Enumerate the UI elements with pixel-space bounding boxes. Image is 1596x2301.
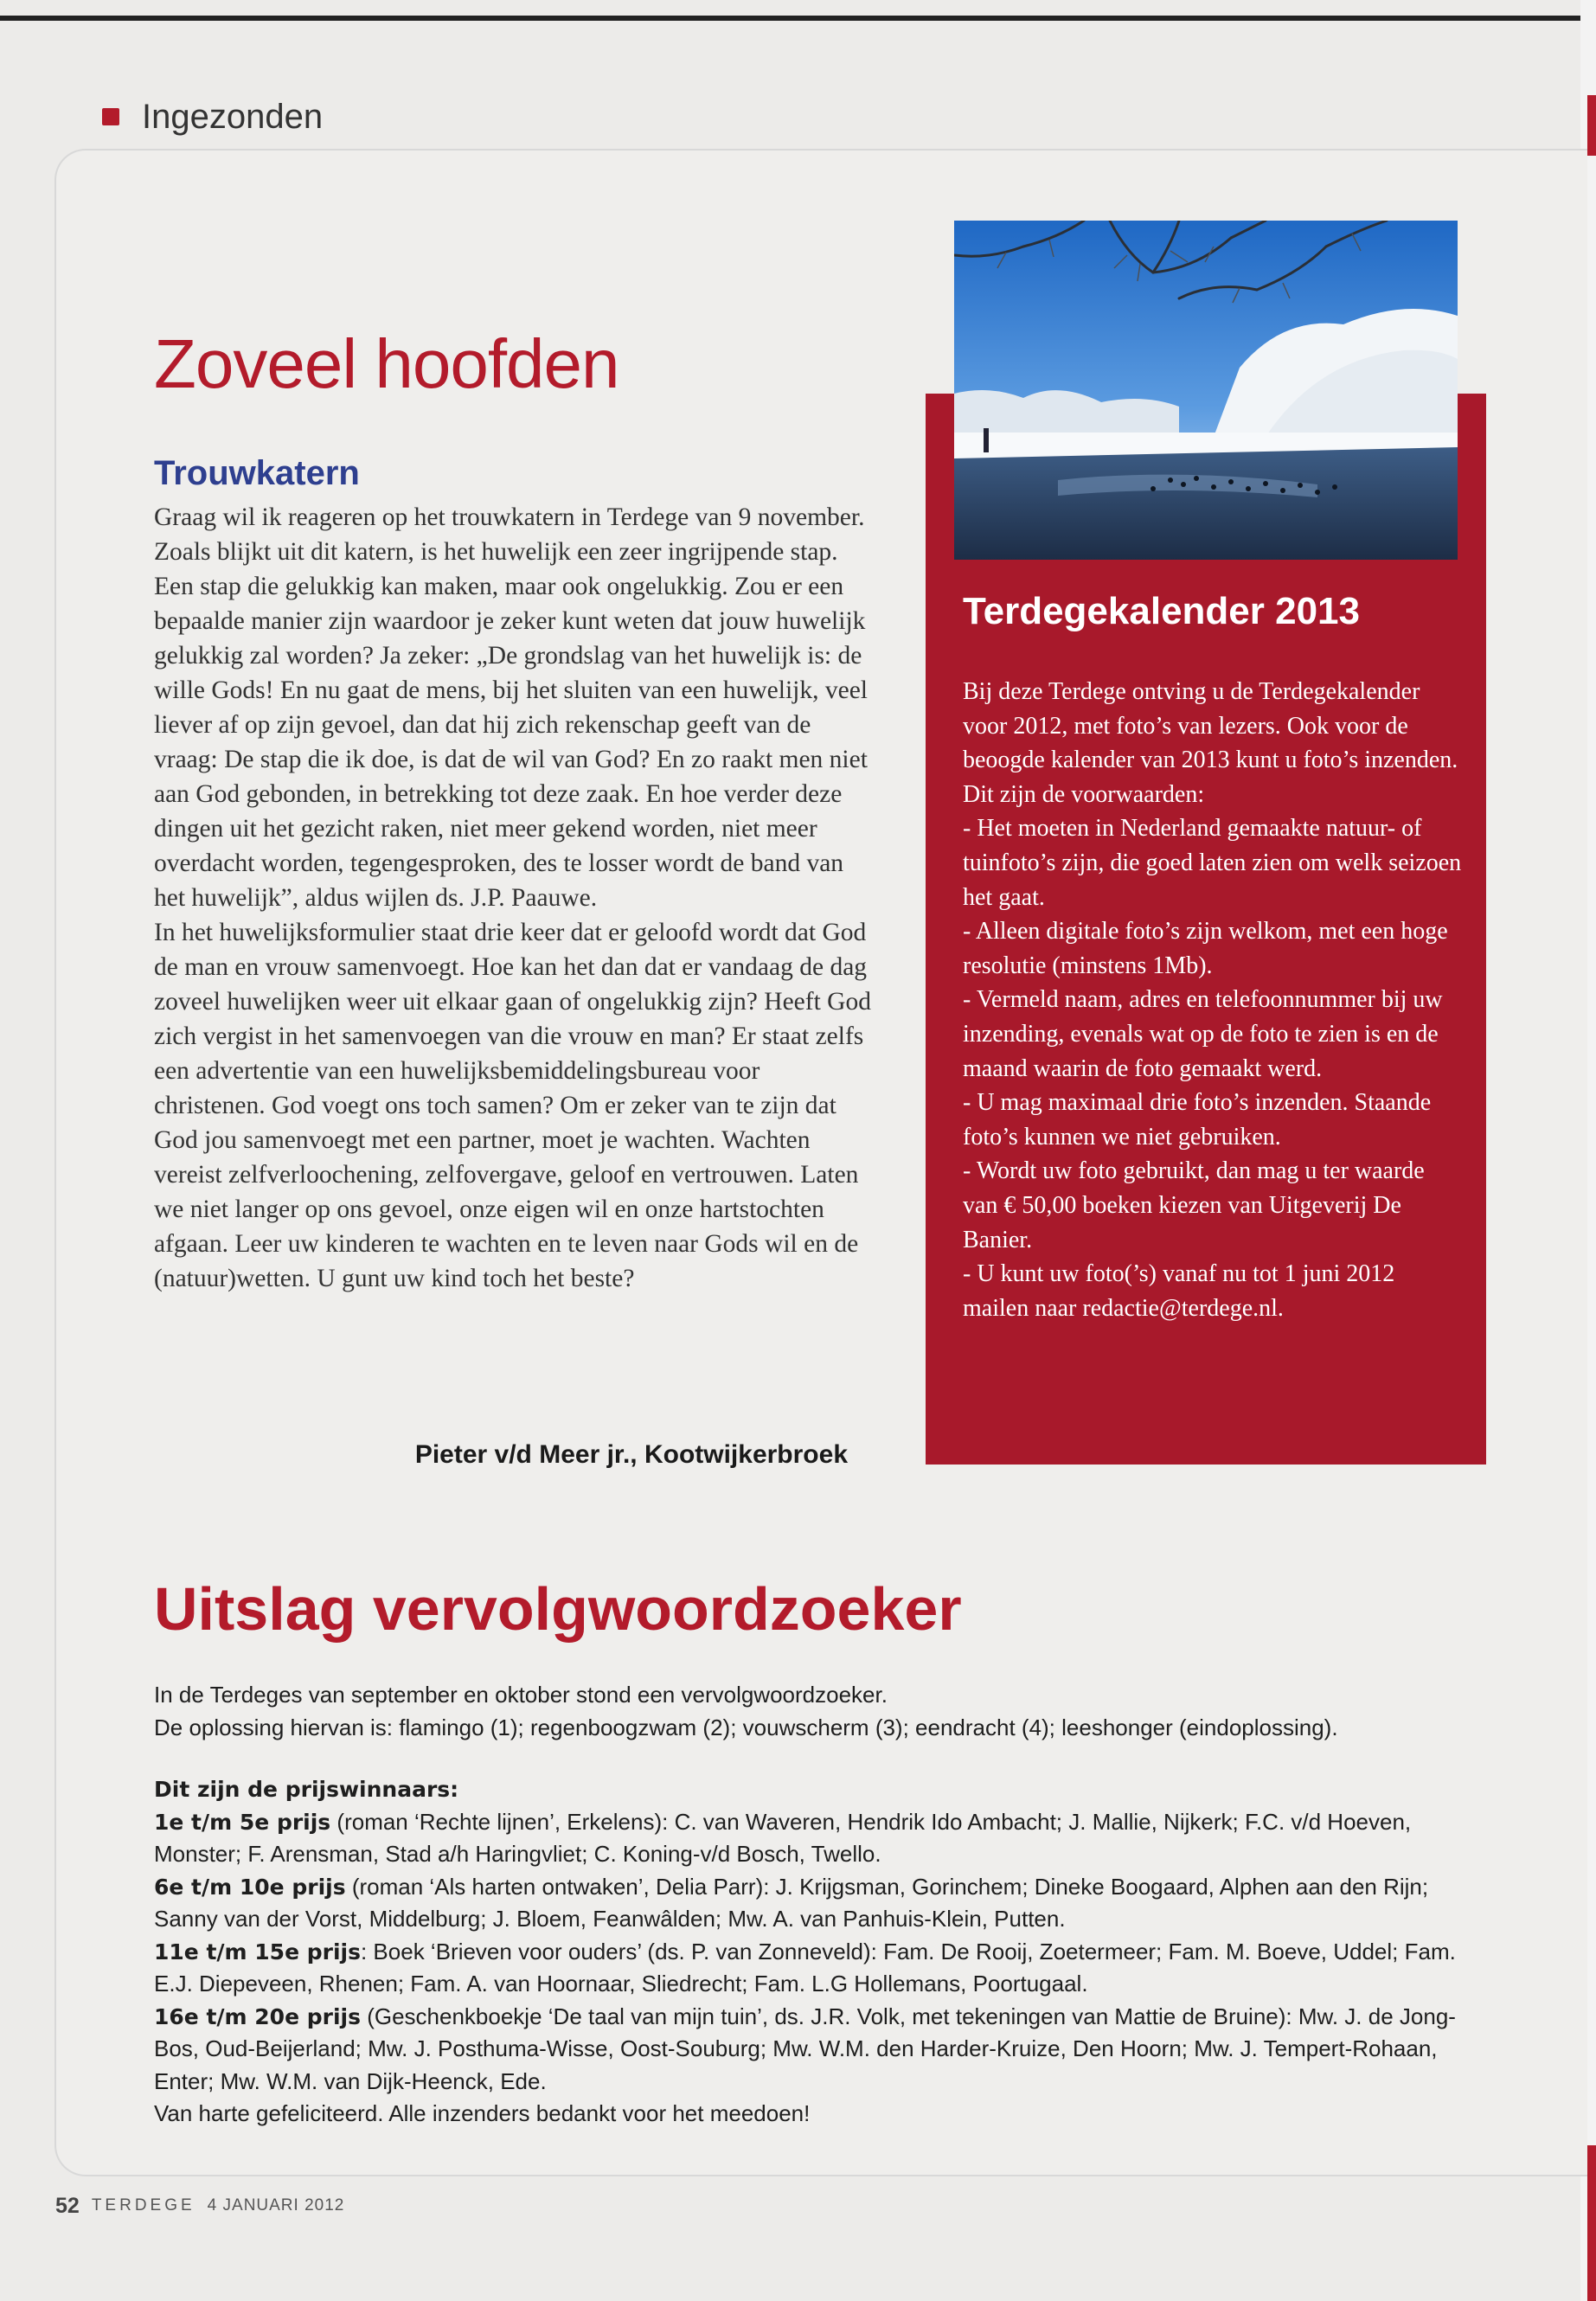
prize-entry <box>154 1806 1490 1871</box>
footer-date: 4 JANUARI 2012 <box>207 2196 345 2214</box>
result-intro-line: De oplossing hiervan is: flamingo (1); regenboogzwam (2); vouwscherm (3); eendracht (4); leeshonger (eindoplossing). <box>154 1715 1338 1740</box>
calendar-line: - U kunt uw foto(’s) vanaf nu tot 1 juni 2012 mailen naar redactie@terdege.nl. <box>963 1260 1395 1322</box>
calendar-line: - Vermeld naam, adres en telefoonnummer bij uw inzending, evenals wat op de foto te zien is en de maand waarin de foto gemaakt werd. <box>963 986 1443 1082</box>
prize-text: (roman ‘Rechte lijnen’, Erkelens): C. van Waveren, Hendrik Ido Ambacht; J. Mallie, Nijkerk; F.C. v/d Hoeven, Monster; F. Arensman, Stad a/h Haringvliet; C. Koning-v/d Bosch, Twello. <box>154 1808 1412 1867</box>
winter-landscape-photo <box>954 221 1458 560</box>
calendar-line: - Wordt uw foto gebruikt, dan mag u ter waarde van € 50,00 boeken kiezen van Uitgeverij De Banier. <box>963 1157 1425 1253</box>
prize-text: (Geschenkboekje ‘De taal van mijn tuin’, ds. J.R. Volk, met tekeningen van Mattie de Bruine): Mw. J. de Jong-Bos, Oud-Beijerland; Mw. J. Posthuma-Wisse, Oost-Souburg; Mw. W.M. den Harder-Kruize, Den Hoorn; Mw. J. Tempert-Rohaan, Enter; Mw. W.M. van Dijk-Heenck, Ede. <box>154 2003 1456 2094</box>
section-label <box>102 95 323 138</box>
section-square-icon <box>102 108 119 125</box>
photo-drawing <box>954 221 1458 560</box>
letter-paragraph: In het huwelijksformulier staat drie keer dat er geloofd wordt dat God de man en vrouw samenvoegt. Hoe kan het dan dat er vandaag de dag zoveel huwelijken weer uit elkaar gaan of ongelukkig zijn? Heeft God zich vergist in het samenvoegen van die vrouw en man? Er staat zelfs een advertentie van een huwelijksbemiddelingsbureau voor christenen. God voegt ons toch samen? Om er zeker van te zijn dat God jou samenvoegt met een partner, moet je wachten. Wachten vereist zelfverloochening, zelfovergave, geloof en vertrouwen. Laten we niet langer op ons gevoel, onze eigen wil en onze hartstochten afgaan. Leer uw kinderen te wachten en te leven naar Gods wil en de (natuur)wetten. U gunt uw kind toch het beste? <box>154 919 871 1292</box>
section-label-text: Ingezonden <box>142 97 324 136</box>
winners-heading: Dit zijn de prijswinnaars: <box>154 1777 459 1802</box>
edge-tab-bottom <box>1587 2145 1596 2301</box>
calendar-line: - Het moeten in Nederland gemaakte natuur- of tuinfoto’s zijn, die goed laten zien om welk seizoen het gaat. <box>963 815 1462 911</box>
result-title: Uitslag vervolgwoordzoeker <box>154 1575 962 1643</box>
edge-tab-top <box>1587 95 1596 156</box>
letter-title: Zoveel hoofden <box>154 325 619 402</box>
letter-body <box>154 500 872 1296</box>
calendar-title: Terdegekalender 2013 <box>963 590 1360 632</box>
page-number: 52 <box>55 2193 80 2218</box>
prize-text: (roman ‘Als harten ontwaken’, Delia Parr): J. Krijgsman, Gorinchem; Dineke Boogaard, Alphen aan den Rijn; Sanny van der Vorst, Middelburg; J. Bloem, Feanwâlden; Mw. A. van Panhuis-Klein, Putten. <box>154 1873 1429 1932</box>
letter-subtitle: Trouwkatern <box>154 454 360 492</box>
letter-paragraph: Graag wil ik reageren op het trouwkatern in Terdege van 9 november. Zoals blijkt uit dit katern, is het huwelijk een zeer ingrijpende stap. Een stap die gelukkig kan maken, maar ook ongelukkig. Zou er een bepaalde manier zijn waardoor je zeker kunt weten dat jouw huwelijk gelukkig zal worden? Ja zeker: „De grondslag van het huwelijk is: de wille Gods! En nu gaat de mens, bij het sluiten van een huwelijk, veel liever af op zijn gevoel, dan dat hij zich rekenschap geeft van de vraag: De stap die ik doe, is dat de wil van God? En zo raakt men niet aan God gebonden, in betrekking tot deze zaak. En hoe verder deze dingen uit het gezicht raken, niet meer gekend worden, niet meer overdacht worden, tegengesproken, des te losser wordt de band van het huwelijk”, aldus wijlen ds. J.P. Paauwe. <box>154 503 868 912</box>
top-rule <box>0 16 1596 21</box>
prize-label: 11e t/m 15e prijs <box>154 1939 361 1965</box>
calendar-line: - Alleen digitale foto’s zijn welkom, met een hoge resolutie (minstens 1Mb). <box>963 918 1448 979</box>
prize-label: 6e t/m 10e prijs <box>154 1874 346 1900</box>
winners-list <box>154 1773 1490 2131</box>
calendar-line: - U mag maximaal drie foto’s inzenden. Staande foto’s kunnen we niet gebruiken. <box>963 1089 1432 1150</box>
prize-label: 16e t/m 20e prijs <box>154 2003 361 2029</box>
prize-text: : Boek ‘Brieven voor ouders’ (ds. P. van Zonneveld): Fam. De Rooij, Zoetermeer; Fam. M. Boeve, Uddel; Fam. E.J. Diepeveen, Rhenen; Fam. A. van Hoornaar, Sliedrecht; Fam. L.G Hollemans, Poortugaal. <box>154 1938 1456 1997</box>
prize-entry <box>154 2001 1490 2099</box>
result-intro <box>154 1678 1503 1744</box>
page-footer <box>55 2191 344 2221</box>
prize-label: 1e t/m 5e prijs <box>154 1809 331 1835</box>
prize-entry <box>154 1871 1490 1936</box>
result-intro-line: In de Terdeges van september en oktober stond een vervolgwoordzoeker. <box>154 1682 888 1708</box>
closing-line: Van harte gefeliciteerd. Alle inzenders bedankt voor het meedoen! <box>154 2100 811 2126</box>
calendar-line: Bij deze Terdege ontving u de Terdegekalender voor 2012, met foto’s van lezers. Ook voor de beoogde kalender van 2013 kunt u foto’s inzenden. Dit zijn de voorwaarden: <box>963 678 1458 808</box>
calendar-conditions <box>963 675 1465 1325</box>
prize-entry <box>154 1936 1490 2001</box>
letter-signature: Pieter v/d Meer jr., Kootwijkerbroek <box>414 1440 848 1469</box>
footer-brand: TERDEGE <box>91 2196 195 2214</box>
